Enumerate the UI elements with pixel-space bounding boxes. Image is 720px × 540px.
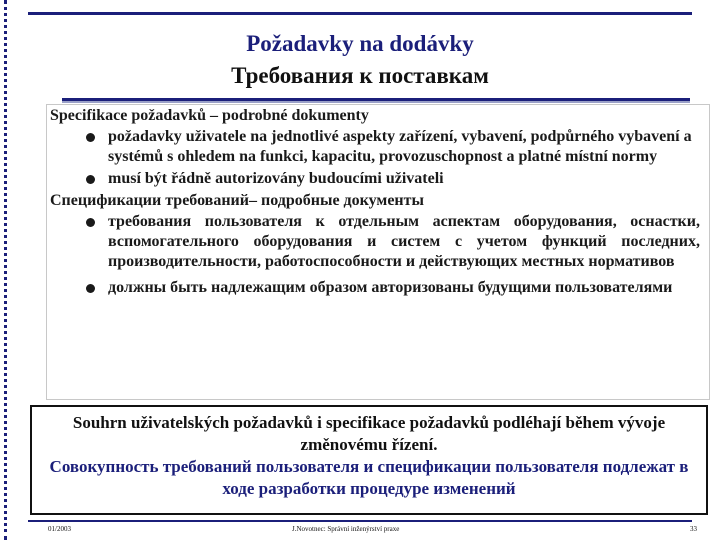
- list-item: [50, 169, 700, 189]
- footer-page-number: 33: [690, 525, 697, 533]
- left-dotted-border: [4, 0, 7, 540]
- czech-section: [50, 106, 700, 189]
- bullet-icon: [86, 284, 95, 293]
- title-czech: Požadavky na dodávky: [246, 31, 474, 56]
- list-item: [50, 278, 700, 298]
- bullet-text: musí být řádně autorizovány budoucími uživateli: [108, 170, 444, 187]
- title-russian: Требования к поставкам: [231, 63, 489, 88]
- czech-heading: Specifikace požadavků – podrobné dokumenty: [50, 107, 369, 124]
- summary-czech: Souhrn uživatelských požadavků i specifikace požadavků podléhají během vývoje změnovému řízení.: [72, 413, 666, 454]
- list-item: [50, 212, 700, 272]
- list-item: [50, 127, 700, 167]
- bullet-icon: [86, 175, 95, 184]
- slide-title: [140, 28, 580, 92]
- bullet-text: должны быть надлежащим образом авторизованы будущими пользователями: [108, 279, 673, 296]
- summary-box: [30, 405, 708, 515]
- bullet-icon: [86, 218, 95, 227]
- bullet-icon: [86, 133, 95, 142]
- bullet-text: требования пользователя к отдельным аспектам оборудования, оснастки, вспомогательного оборудования и систем с учетом функций последних, производительности, работоспособности и действующих местных нормативов: [108, 213, 700, 270]
- bullet-text: požadavky uživatele na jednotlivé aspekty zařízení, vybavení, podpůrného vybavení a systémů s ohledem na funkci, kapacitu, provozuschopnost a platné místní normy: [108, 128, 692, 165]
- slide-content: [50, 106, 700, 304]
- summary-russian: Совокупность требований пользователя и спецификации пользователя подлежат в ходе разработки процедуре изменений: [49, 457, 689, 498]
- footer-date: 01/2003: [48, 525, 71, 533]
- footer-author: J.Novotnec: Správní inženýrství praxe: [292, 525, 400, 533]
- russian-heading: Спецификации требований– подробные документы: [50, 192, 424, 209]
- top-rule: [28, 12, 692, 15]
- bottom-rule: [28, 520, 692, 522]
- russian-section: [50, 191, 700, 298]
- title-underline-shadow: [62, 101, 690, 103]
